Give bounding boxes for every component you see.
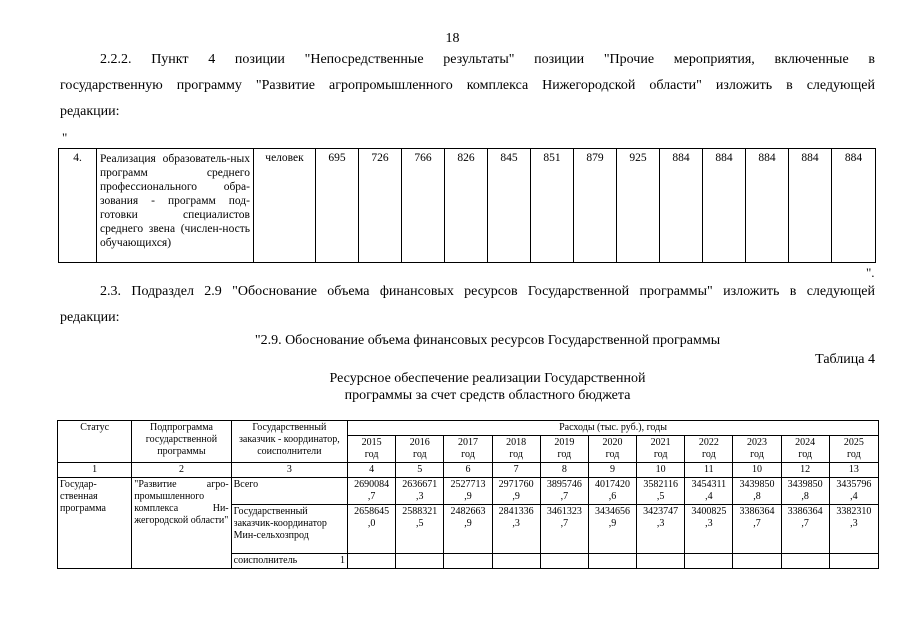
value-cell [637,554,685,569]
value-cell: 726 [359,149,402,263]
column-number: 8 [540,463,588,478]
value-cell: 2658645 ,0 [348,505,396,554]
column-number: 3 [231,463,347,478]
column-number: 10 [733,463,781,478]
value-cell [348,554,396,569]
value-cell: 2482663 ,9 [444,505,492,554]
year-header: 2017 год [444,436,492,463]
value-cell: 3582116 ,5 [637,478,685,505]
page-number: 18 [445,31,460,46]
column-number: 4 [348,463,396,478]
column-number: 5 [396,463,444,478]
value-cell: 826 [445,149,488,263]
value-cell: 884 [832,149,876,263]
column-number: 13 [829,463,878,478]
value-cell: 2527713 ,9 [444,478,492,505]
value-cell: 884 [789,149,832,263]
header-row [58,421,879,436]
year-header: 2015 год [348,436,396,463]
column-number: 6 [444,463,492,478]
column-number-row [58,463,879,478]
value-cell [781,554,829,569]
value-cell [492,554,540,569]
row-number: 4. [59,149,97,263]
value-cell [540,554,588,569]
row-label: Государственный заказчик-координатор Мин-сельхозпрод [231,505,347,554]
column-number: 9 [588,463,636,478]
table-caption-line: программы за счет средств областного бюджета [344,388,631,403]
value-cell: 3423747 ,3 [637,505,685,554]
column-number: 11 [685,463,733,478]
year-header: 2021 год [637,436,685,463]
value-cell: 3386364 ,7 [733,505,781,554]
year-header: 2020 год [588,436,636,463]
paragraph-line: 2.2.2. Пункт 4 позиции "Непосредственные результаты" позиции "Прочие мероприятия, включенные в [100,52,875,67]
value-cell: 766 [402,149,445,263]
value-cell [588,554,636,569]
value-cell: 2841336 ,3 [492,505,540,554]
year-header: 2022 год [685,436,733,463]
paragraph-2-3 [60,279,875,331]
indicator-name: Реализация образователь-ных программ среднего профессионального обра-зования - программ под-готовки специалистов среднего звена (числен-ность обучающихся) [97,149,254,263]
value-cell: 3895746 ,7 [540,478,588,505]
value-cell: 3439850 ,8 [781,478,829,505]
value-cell [685,554,733,569]
results-table [58,148,876,263]
column-number: 2 [132,463,231,478]
header-expenses: Расходы (тыс. руб.), годы [348,421,879,436]
value-cell [444,554,492,569]
value-cell: 4017420 ,6 [588,478,636,505]
value-cell: 2971760 ,9 [492,478,540,505]
value-cell [733,554,781,569]
value-cell: 851 [531,149,574,263]
value-cell: 879 [574,149,617,263]
paragraph-2-2-2 [60,47,875,125]
column-number: 1 [58,463,132,478]
value-cell: 3439850 ,8 [733,478,781,505]
value-cell: 884 [746,149,789,263]
value-cell: 3435796 ,4 [829,478,878,505]
paragraph-line: редакции: [60,310,120,325]
value-cell [829,554,878,569]
value-cell: 925 [617,149,660,263]
value-cell: 3454311 ,4 [685,478,733,505]
paragraph-line: 2.3. Подраздел 2.9 "Обоснование объема финансовых ресурсов Государственной программы" изложить в следующей [100,284,875,299]
header-status: Статус [58,421,132,463]
year-header: 2023 год [733,436,781,463]
value-cell: 884 [703,149,746,263]
value-cell: 2690084 ,7 [348,478,396,505]
value-cell: 845 [488,149,531,263]
subprogram-cell: "Развитие агро-промышленного комплекса Ни-жегородской области" [132,478,231,569]
open-quote: " [62,130,68,145]
value-cell: 3386364 ,7 [781,505,829,554]
value-cell: 695 [316,149,359,263]
value-cell: 884 [660,149,703,263]
table-caption-line: Ресурсное обеспечение реализации Государственной [329,371,646,386]
table-label: Таблица 4 [815,352,875,367]
value-cell: 3461323 ,7 [540,505,588,554]
section-title: "2.9. Обоснование объема финансовых ресурсов Государственной программы [254,333,721,348]
close-quote: ". [866,265,875,280]
year-header: 2024 год [781,436,829,463]
value-cell: 2636671 ,3 [396,478,444,505]
column-number: 12 [781,463,829,478]
table-row [58,478,879,505]
header-customer: Государственный заказчик - координатор, соисполнители [231,421,347,463]
value-cell: 3434656 ,9 [588,505,636,554]
column-number: 10 [637,463,685,478]
column-number: 7 [492,463,540,478]
row-label: соисполнитель 1 [231,554,347,569]
paragraph-line: государственную программу "Развитие агропромышленного комплекса Нижегородской области" изложить в следующей [60,78,875,93]
year-header: 2025 год [829,436,878,463]
value-cell: 3382310 ,3 [829,505,878,554]
year-header: 2016 год [396,436,444,463]
year-header: 2019 год [540,436,588,463]
value-cell: 3400825 ,3 [685,505,733,554]
unit-cell: человек [254,149,316,263]
table-caption [0,370,905,404]
table-row [59,149,876,263]
header-subprogram: Подпрограмма государственной программы [132,421,231,463]
year-header: 2018 год [492,436,540,463]
row-label: Всего [231,478,347,505]
status-cell: Государ-ственная программа [58,478,132,569]
resources-table [57,420,879,569]
value-cell [396,554,444,569]
value-cell: 2588321 ,5 [396,505,444,554]
paragraph-line: редакции: [60,104,120,119]
